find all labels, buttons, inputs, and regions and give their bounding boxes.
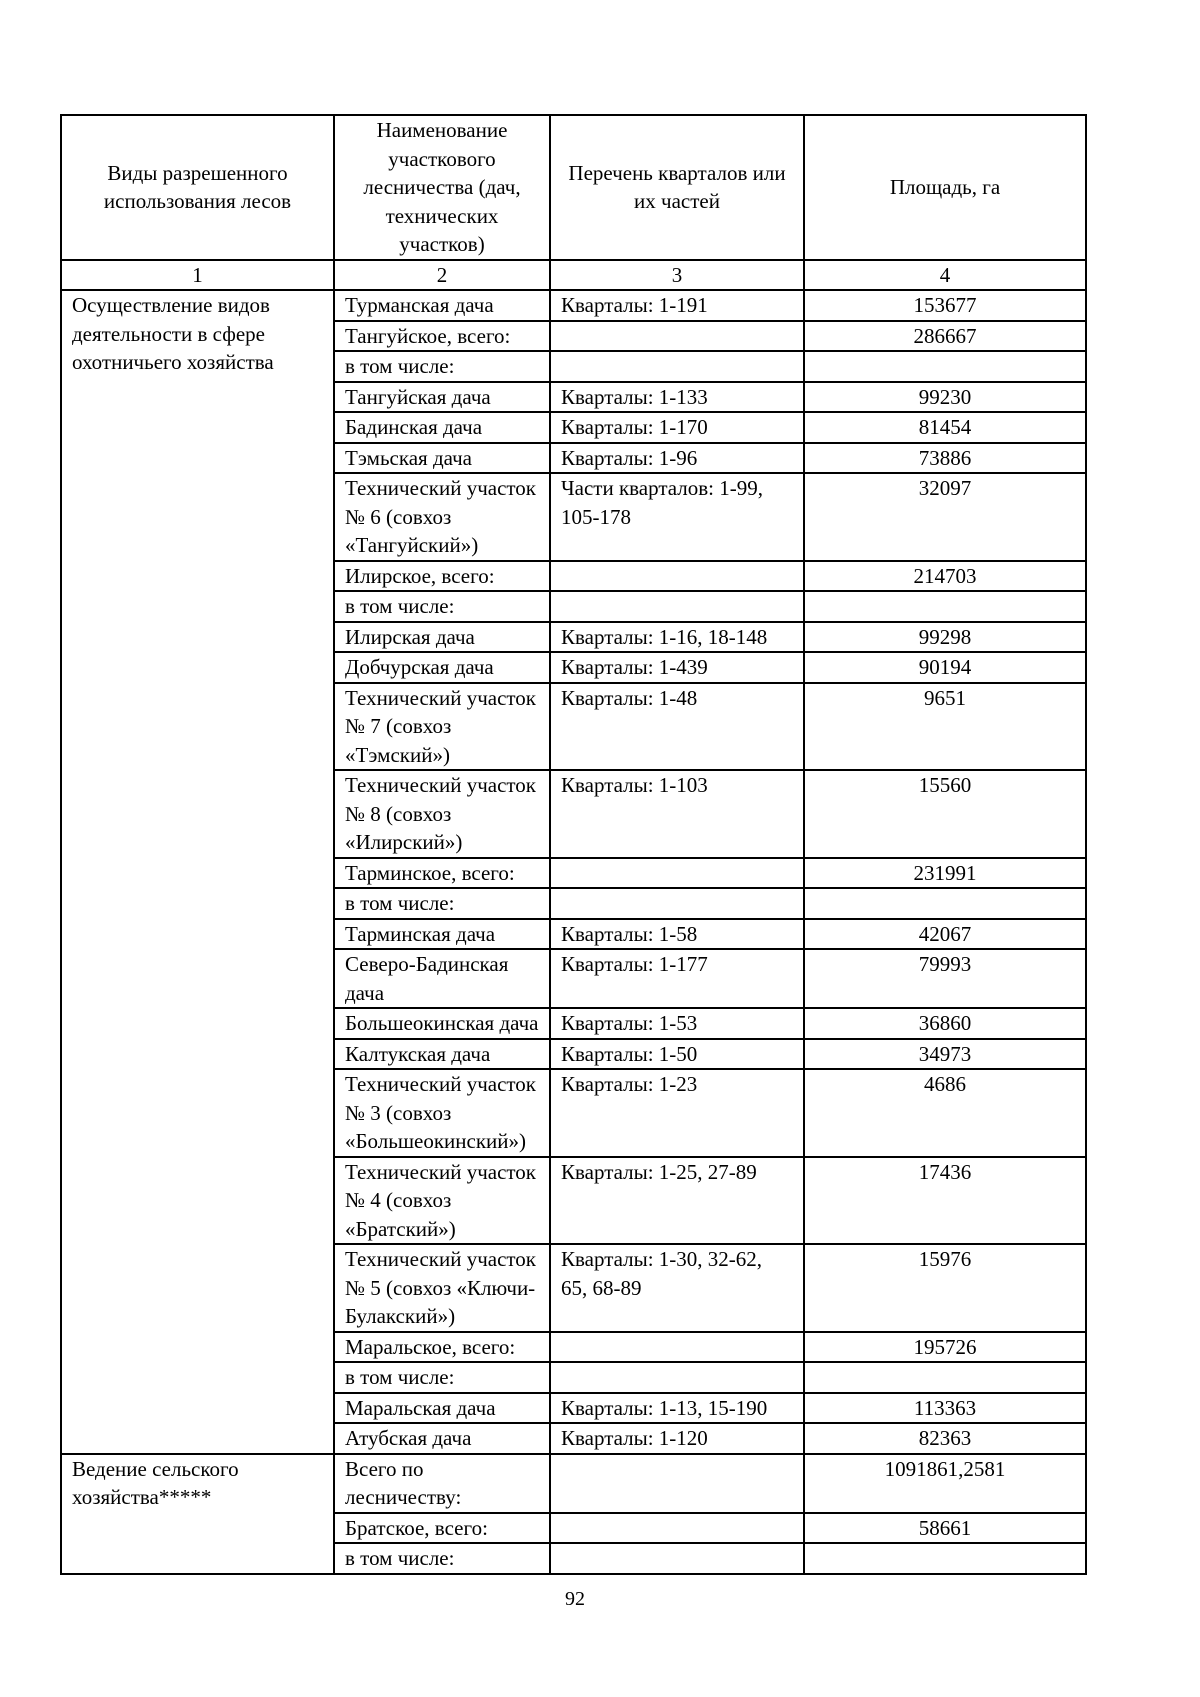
area-cell: 15560	[804, 770, 1086, 858]
forestry-name-cell: в том числе:	[334, 351, 550, 382]
page-number: 92	[565, 1588, 585, 1610]
quarters-cell: Кварталы: 1-13, 15-190	[550, 1393, 804, 1424]
use-type-cell: Осуществление видов деятельности в сфере охотничьего хозяйства	[61, 290, 334, 1454]
column-number: 3	[550, 260, 804, 291]
quarters-cell	[550, 1543, 804, 1574]
area-cell: 34973	[804, 1039, 1086, 1070]
forestry-name-cell: Илирское, всего:	[334, 561, 550, 592]
area-cell: 214703	[804, 561, 1086, 592]
area-cell: 82363	[804, 1423, 1086, 1454]
quarters-cell: Кварталы: 1-120	[550, 1423, 804, 1454]
table-row	[61, 290, 1086, 321]
table-header-row	[61, 115, 1086, 260]
area-cell: 79993	[804, 949, 1086, 1008]
forestry-name-cell: Северо-Бадинская дача	[334, 949, 550, 1008]
area-cell	[804, 888, 1086, 919]
forestry-name-cell: Тангуйская дача	[334, 382, 550, 413]
quarters-cell: Кварталы: 1-133	[550, 382, 804, 413]
quarters-cell	[550, 888, 804, 919]
forestry-name-cell: Технический участок № 3 (совхоз «Большеокинский»)	[334, 1069, 550, 1157]
quarters-cell: Кварталы: 1-58	[550, 919, 804, 950]
area-cell	[804, 1362, 1086, 1393]
forestry-name-cell: Всего по лесничеству:	[334, 1454, 550, 1513]
forestry-name-cell: Илирская дача	[334, 622, 550, 653]
area-cell: 1091861,2581	[804, 1454, 1086, 1513]
forestry-name-cell: Атубская дача	[334, 1423, 550, 1454]
table-row	[61, 1454, 1086, 1513]
header-col-area: Площадь, га	[804, 115, 1086, 260]
forestry-name-cell: Большеокинская дача	[334, 1008, 550, 1039]
table-body	[61, 290, 1086, 1574]
quarters-cell: Кварталы: 1-103	[550, 770, 804, 858]
column-number: 1	[61, 260, 334, 291]
area-cell: 32097	[804, 473, 1086, 561]
quarters-cell	[550, 591, 804, 622]
column-number: 2	[334, 260, 550, 291]
quarters-cell	[550, 321, 804, 352]
quarters-cell: Кварталы: 1-16, 18-148	[550, 622, 804, 653]
forestry-name-cell: Тарминская дача	[334, 919, 550, 950]
header-col-quarters: Перечень кварталов или их частей	[550, 115, 804, 260]
quarters-cell	[550, 1513, 804, 1544]
area-cell: 99298	[804, 622, 1086, 653]
forestry-name-cell: в том числе:	[334, 1362, 550, 1393]
forestry-name-cell: в том числе:	[334, 1543, 550, 1574]
quarters-cell: Кварталы: 1-23	[550, 1069, 804, 1157]
area-cell	[804, 591, 1086, 622]
column-number: 4	[804, 260, 1086, 291]
quarters-cell: Кварталы: 1-177	[550, 949, 804, 1008]
use-type-cell: Ведение сельского хозяйства*****	[61, 1454, 334, 1574]
area-cell: 90194	[804, 652, 1086, 683]
quarters-cell: Кварталы: 1-50	[550, 1039, 804, 1070]
area-cell: 9651	[804, 683, 1086, 771]
forestry-name-cell: Братское, всего:	[334, 1513, 550, 1544]
area-cell: 42067	[804, 919, 1086, 950]
header-col-forestry-name: Наименование участкового лесничества (дач, технических участков)	[334, 115, 550, 260]
forestry-name-cell: Технический участок № 6 (совхоз «Тангуйский»)	[334, 473, 550, 561]
quarters-cell: Кварталы: 1-48	[550, 683, 804, 771]
quarters-cell: Кварталы: 1-25, 27-89	[550, 1157, 804, 1245]
forestry-name-cell: Тарминское, всего:	[334, 858, 550, 889]
area-cell: 15976	[804, 1244, 1086, 1332]
quarters-cell: Кварталы: 1-53	[550, 1008, 804, 1039]
area-cell	[804, 351, 1086, 382]
column-number-row	[61, 260, 1086, 291]
quarters-cell	[550, 351, 804, 382]
area-cell: 17436	[804, 1157, 1086, 1245]
quarters-cell: Кварталы: 1-439	[550, 652, 804, 683]
quarters-cell	[550, 561, 804, 592]
area-cell	[804, 1543, 1086, 1574]
forestry-name-cell: Тэмьская дача	[334, 443, 550, 474]
quarters-cell: Кварталы: 1-96	[550, 443, 804, 474]
quarters-cell	[550, 1362, 804, 1393]
forestry-name-cell: в том числе:	[334, 591, 550, 622]
area-cell: 231991	[804, 858, 1086, 889]
forestry-name-cell: Маральское, всего:	[334, 1332, 550, 1363]
quarters-cell: Кварталы: 1-170	[550, 412, 804, 443]
quarters-cell	[550, 1332, 804, 1363]
header-col-use-types: Виды разрешенного использования лесов	[61, 115, 334, 260]
forestry-name-cell: Технический участок № 7 (совхоз «Тэмский»)	[334, 683, 550, 771]
forestry-name-cell: Добчурская дача	[334, 652, 550, 683]
area-cell: 113363	[804, 1393, 1086, 1424]
quarters-cell: Кварталы: 1-191	[550, 290, 804, 321]
quarters-cell	[550, 858, 804, 889]
forestry-name-cell: Тангуйское, всего:	[334, 321, 550, 352]
forest-use-table	[60, 114, 1087, 1575]
quarters-cell	[550, 1454, 804, 1513]
area-cell: 195726	[804, 1332, 1086, 1363]
area-cell: 286667	[804, 321, 1086, 352]
area-cell: 4686	[804, 1069, 1086, 1157]
area-cell: 58661	[804, 1513, 1086, 1544]
area-cell: 153677	[804, 290, 1086, 321]
area-cell: 81454	[804, 412, 1086, 443]
forestry-name-cell: Технический участок № 4 (совхоз «Братский»)	[334, 1157, 550, 1245]
quarters-cell: Кварталы: 1-30, 32-62, 65, 68-89	[550, 1244, 804, 1332]
forestry-name-cell: Маральская дача	[334, 1393, 550, 1424]
area-cell: 36860	[804, 1008, 1086, 1039]
forestry-name-cell: Технический участок № 5 (совхоз «Ключи-Булакский»)	[334, 1244, 550, 1332]
forestry-name-cell: Технический участок № 8 (совхоз «Илирский»)	[334, 770, 550, 858]
quarters-cell: Части кварталов: 1-99, 105-178	[550, 473, 804, 561]
area-cell: 73886	[804, 443, 1086, 474]
forestry-name-cell: Калтукская дача	[334, 1039, 550, 1070]
forestry-name-cell: Бадинская дача	[334, 412, 550, 443]
forestry-name-cell: Турманская дача	[334, 290, 550, 321]
area-cell: 99230	[804, 382, 1086, 413]
forestry-name-cell: в том числе:	[334, 888, 550, 919]
